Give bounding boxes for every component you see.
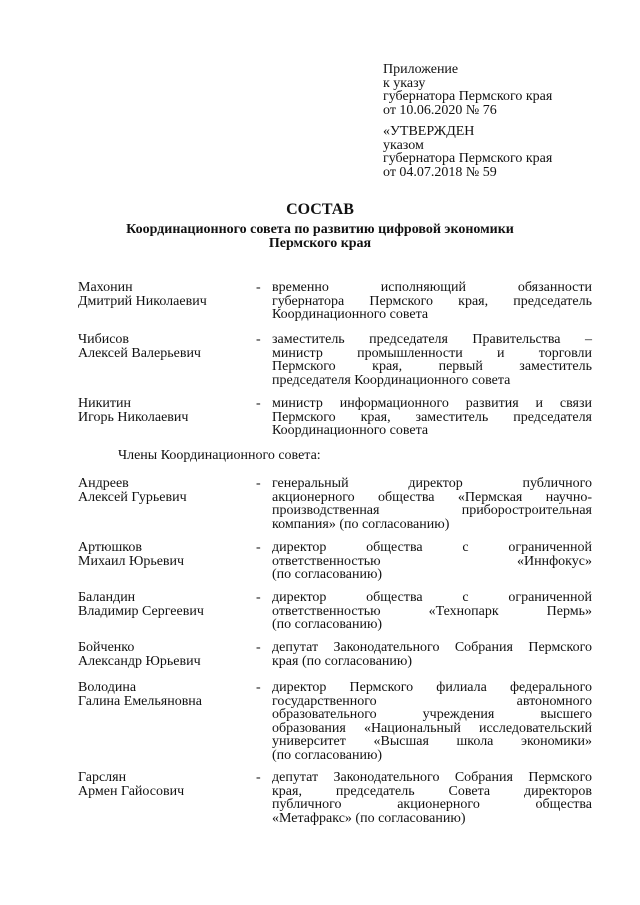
- member-given-names: Галина Емельяновна: [78, 693, 203, 709]
- member-name: [78, 333, 248, 360]
- entry-dash: -: [256, 280, 261, 295]
- member-role: [272, 477, 592, 531]
- member-name: [78, 771, 248, 798]
- member-surname: Гарслян: [78, 770, 127, 785]
- member-surname: Артюшков: [78, 540, 142, 555]
- role-line: директор Пермского филиала федерального: [272, 680, 592, 695]
- role-line: ответственностью «Иннфокус»: [272, 553, 592, 569]
- document-subtitle: [0, 223, 640, 251]
- member-given-names: Армен Гайосович: [78, 783, 185, 799]
- approval-line: от 04.07.2018 № 59: [383, 164, 497, 180]
- member-role: [272, 541, 592, 582]
- entry-dash: -: [256, 680, 261, 695]
- role-line: компания» (по согласованию): [272, 516, 450, 532]
- member-role: [272, 771, 592, 825]
- members-section-label: Члены Координационного совета:: [118, 448, 321, 463]
- member-role: [272, 591, 592, 632]
- appendix-line: губернатора Пермского края: [383, 89, 553, 104]
- member-role: [272, 397, 592, 438]
- role-line: (по согласованию): [272, 617, 383, 632]
- entry-dash: -: [256, 476, 261, 491]
- approval-block: [383, 125, 552, 179]
- role-line: «Метафракс» (по согласованию): [272, 810, 466, 826]
- appendix-line: от 10.06.2020 № 76: [383, 102, 497, 118]
- role-line: заместитель председателя Правительства –: [272, 332, 592, 347]
- role-line: губернатора Пермского края, председатель: [272, 293, 592, 309]
- role-line: (по согласованию): [272, 567, 383, 582]
- approval-line: губернатора Пермского края: [383, 151, 553, 166]
- member-name: [78, 591, 248, 618]
- member-surname: Никитин: [78, 396, 131, 411]
- member-surname: Андреев: [78, 476, 129, 491]
- entry-dash: -: [256, 640, 261, 655]
- subtitle-line: Пермского края: [268, 236, 372, 251]
- member-given-names: Александр Юрьевич: [78, 653, 201, 669]
- member-given-names: Михаил Юрьевич: [78, 553, 185, 569]
- role-line: генеральный директор публичного: [272, 476, 592, 491]
- role-line: Координационного совета: [272, 307, 429, 322]
- member-name: [78, 281, 248, 308]
- member-name: [78, 681, 248, 708]
- role-line: депутат Законодательного Собрания Пермского: [272, 640, 592, 655]
- member-role: [272, 333, 592, 387]
- member-given-names: Владимир Сергеевич: [78, 603, 204, 619]
- role-line: председателя Координационного совета: [272, 372, 511, 388]
- role-line: университет «Высшая школа экономики»: [272, 734, 592, 749]
- member-given-names: Дмитрий Николаевич: [78, 293, 207, 309]
- appendix-line: к указу: [383, 75, 426, 91]
- role-line: акционерного общества «Пермская научно-: [272, 489, 592, 505]
- role-line: образования «Национальный исследовательский: [272, 720, 592, 736]
- role-line: министр информационного развития и связи: [272, 396, 592, 411]
- member-name: [78, 541, 248, 568]
- approval-line: «УТВЕРЖДЕН: [383, 124, 475, 139]
- subtitle-line: Координационного совета по развитию цифровой экономики: [126, 222, 514, 237]
- role-line: края, председатель Совета директоров: [272, 783, 592, 799]
- approval-line: указом: [383, 137, 424, 153]
- member-surname: Махонин: [78, 280, 133, 295]
- entry-dash: -: [256, 770, 261, 785]
- role-line: временно исполняющий обязанности: [272, 280, 592, 295]
- role-line: депутат Законодательного Собрания Пермского: [272, 770, 592, 785]
- role-line: (по согласованию): [272, 747, 383, 763]
- member-surname: Володина: [78, 680, 137, 695]
- appendix-block: [383, 63, 552, 117]
- member-role: [272, 681, 592, 762]
- member-given-names: Алексей Валерьевич: [78, 345, 201, 361]
- role-line: образовательного учреждения высшего: [272, 707, 592, 722]
- role-line: Координационного совета: [272, 423, 429, 438]
- entry-dash: -: [256, 396, 261, 411]
- role-line: ответственностью «Технопарк Пермь»: [272, 603, 592, 619]
- member-name: [78, 641, 248, 668]
- role-line: государственного автономного: [272, 693, 592, 709]
- appendix-line: Приложение: [383, 62, 459, 77]
- member-surname: Чибисов: [78, 332, 130, 347]
- role-line: производственная приборостроительная: [272, 503, 592, 518]
- member-surname: Бойченко: [78, 640, 135, 655]
- role-line: директор общества с ограниченной: [272, 540, 592, 555]
- role-line: публичного акционерного общества: [272, 797, 592, 812]
- role-line: министр промышленности и торговли: [272, 345, 592, 361]
- role-line: Пермского края, заместитель председателя: [272, 409, 592, 425]
- entry-dash: -: [256, 590, 261, 605]
- member-name: [78, 397, 248, 424]
- member-role: [272, 281, 592, 322]
- member-given-names: Алексей Гурьевич: [78, 489, 187, 505]
- document-title: СОСТАВ: [286, 201, 354, 218]
- member-given-names: Игорь Николаевич: [78, 409, 189, 425]
- member-surname: Баландин: [78, 590, 136, 605]
- role-line: края (по согласованию): [272, 653, 413, 669]
- role-line: директор общества с ограниченной: [272, 590, 592, 605]
- role-line: Пермского края, первый заместитель: [272, 359, 592, 374]
- entry-dash: -: [256, 540, 261, 555]
- member-name: [78, 477, 248, 504]
- member-role: [272, 641, 592, 668]
- entry-dash: -: [256, 332, 261, 347]
